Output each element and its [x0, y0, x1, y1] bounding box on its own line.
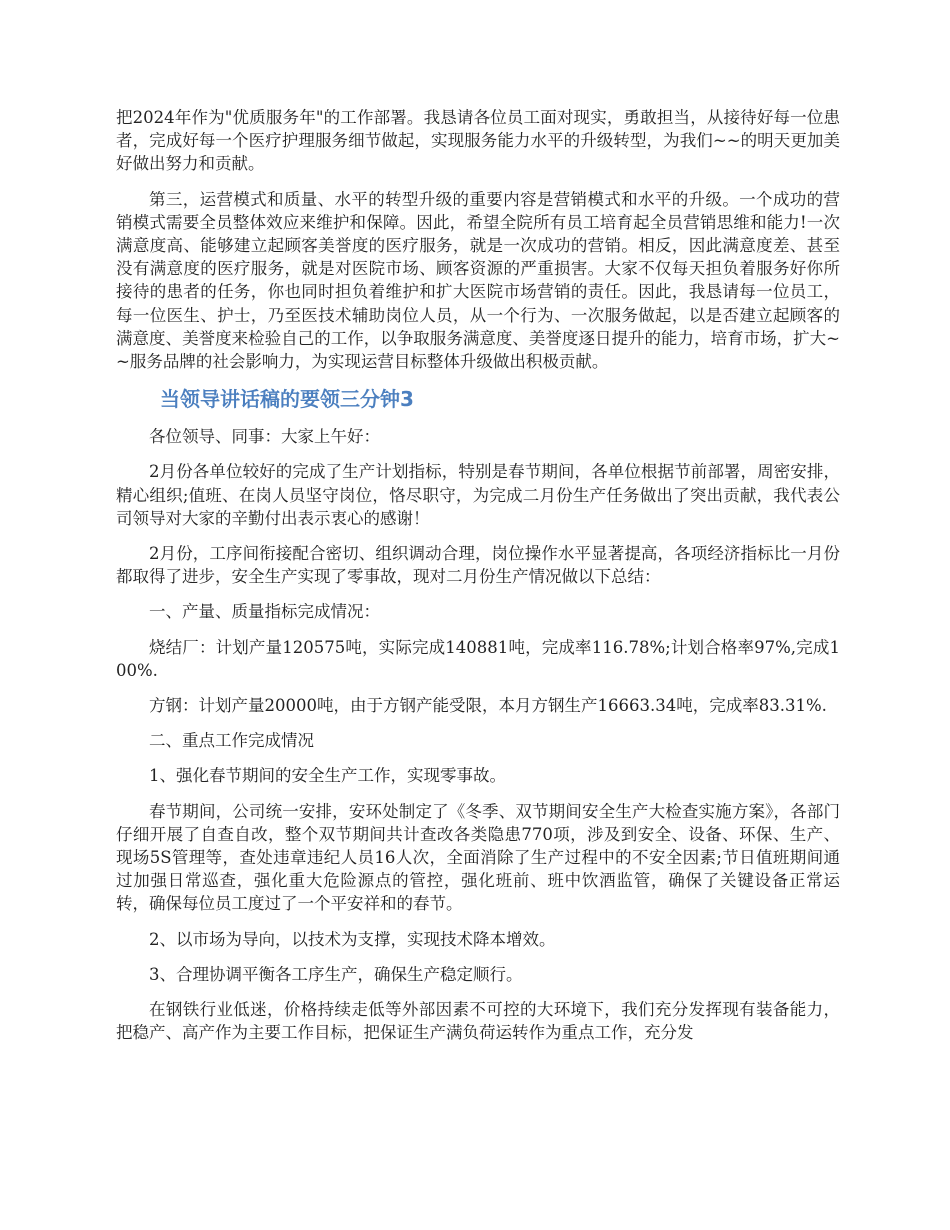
paragraph: 在钢铁行业低迷，价格持续走低等外部因素不可控的大环境下，我们充分发挥现有装备能力，把稳产、高产作为主要工作目标，把保证生产满负荷运转作为重点工作，充分发 [116, 1000, 840, 1043]
section-heading: 当领导讲话稿的要领三分钟3 [160, 387, 414, 412]
paragraph: 2月份，工序间衔接配合密切、组织调动合理，岗位操作水平显著提高，各项经济指标比一月份都取得了进步，安全生产实现了零事故，现对二月份生产情况做以下总结： [116, 544, 840, 587]
document-page [116, 106, 840, 1057]
paragraph: 春节期间，公司统一安排，安环处制定了《冬季、双节期间安全生产大检查实施方案》，各部门仔细开展了自查自改，整个双节期间共计查改各类隐患770项，涉及到安全、设备、环保、生产、现场5S管理等，查处违章违纪人员16人次，全面消除了生产过程中的不安全因素;节日值班期间通过加强日常巡查，强化重大危险源点的管控，强化班前、班中饮酒监管，确保了关键设备正常运转，确保每位员工度过了一个平安祥和的春节。 [116, 801, 840, 914]
paragraph: 方钢：计划产量20000吨，由于方钢产能受限，本月方钢生产16663.34吨，完成率83.31%. [149, 696, 827, 716]
paragraph: 二、重点工作完成情况 [149, 731, 314, 751]
paragraph: 3、合理协调平衡各工序生产，确保生产稳定顺行。 [149, 964, 523, 984]
paragraph: 把2024年作为"优质服务年"的工作部署。我恳请各位员工面对现实，勇敢担当，从接待好每一位患者，完成好每一个医疗护理服务细节做起，实现服务能力水平的升级转型，为我们~~的明天更加美好做出努力和贡献。 [116, 108, 840, 174]
paragraph: 2月份各单位较好的完成了生产计划指标，特别是春节期间，各单位根据节前部署，周密安排，精心组织;值班、在岗人员坚守岗位，恪尽职守，为完成二月份生产任务做出了突出贡献，我代表公司领导对大家的辛勤付出表示衷心的感谢！ [116, 462, 840, 528]
paragraph: 一、产量、质量指标完成情况： [149, 602, 380, 622]
paragraph: 各位领导、同事：大家上午好： [149, 427, 380, 447]
paragraph: 烧结厂：计划产量120575吨，实际完成140881吨，完成率116.78%;计划合格率97%,完成100%. [116, 637, 840, 680]
paragraph: 第三，运营模式和质量、水平的转型升级的重要内容是营销模式和水平的升级。一个成功的营销模式需要全员整体效应来维护和保障。因此，希望全院所有员工培育起全员营销思维和能力!一次满意度高、能够建立起顾客美誉度的医疗服务，就是一次成功的营销。相反，因此满意度差、甚至没有满意度的医疗服务，就是对医院市场、顾客资源的严重损害。大家不仅每天担负着服务好你所接待的患者的任务，你也同时担负着维护和扩大医院市场营销的责任。因此，我恳请每一位员工，每一位医生、护士，乃至医技术辅助岗位人员，从一个行为、一次服务做起，以是否建立起顾客的满意度、美誉度来检验自己的工作，以争取服务满意度、美誉度逐日提升的能力，培育市场，扩大~~服务品牌的社会影响力，为实现运营目标整体升级做出积极贡献。 [116, 189, 840, 372]
paragraph: 2、以市场为导向，以技术为支撑，实现技术降本增效。 [149, 929, 556, 949]
paragraph: 1、强化春节期间的安全生产工作，实现零事故。 [149, 766, 506, 786]
